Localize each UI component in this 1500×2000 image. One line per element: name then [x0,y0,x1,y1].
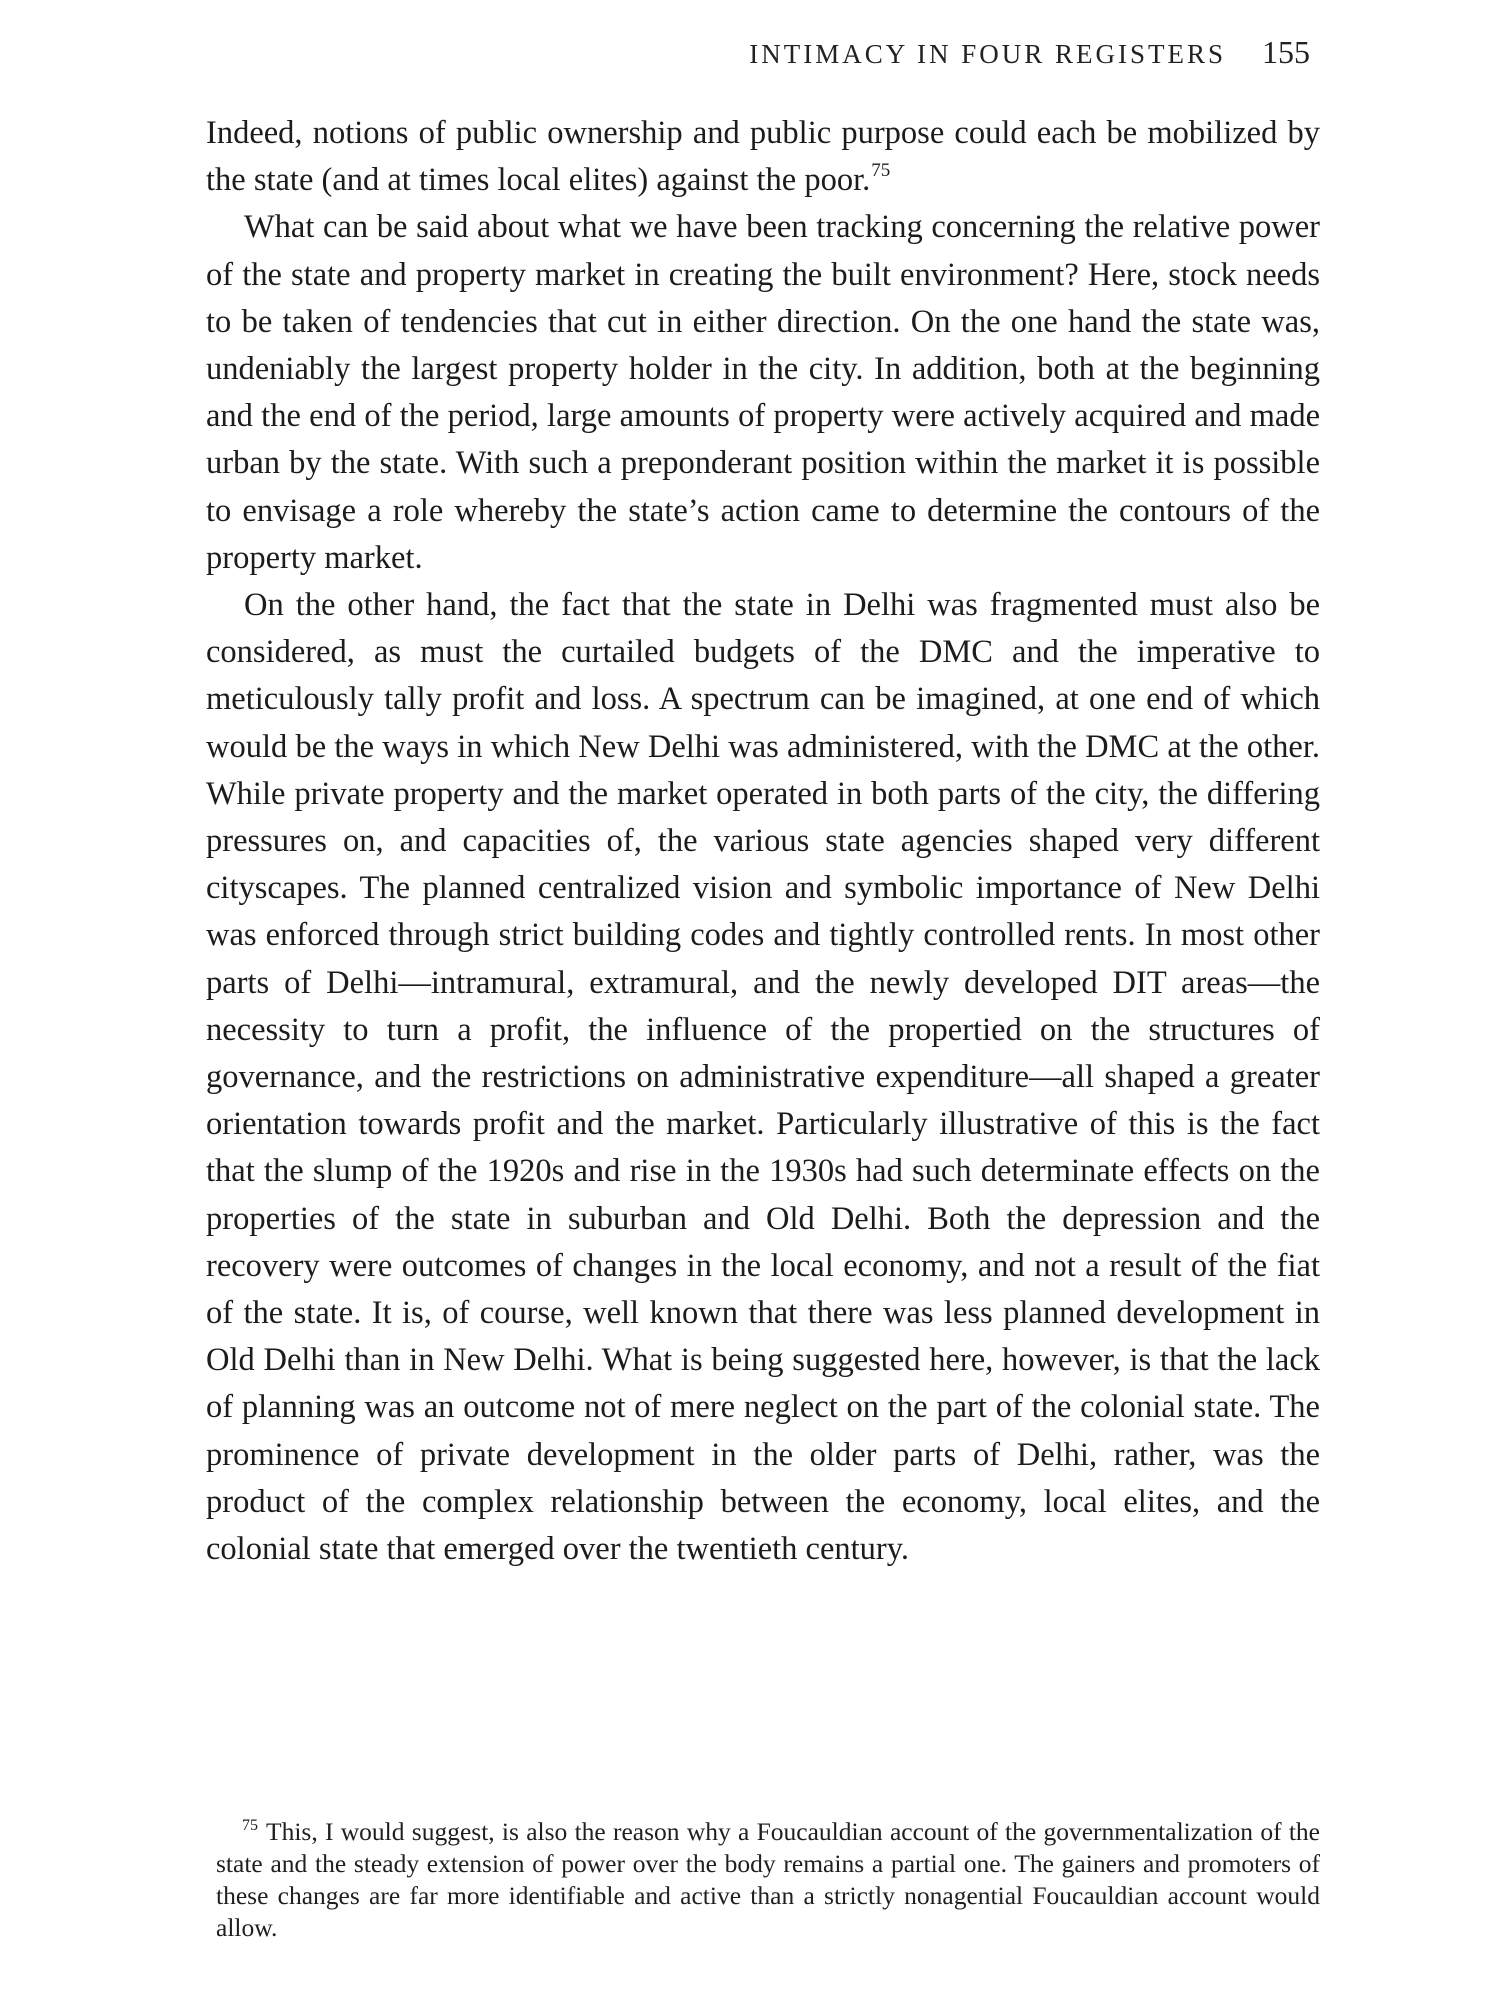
footnote-reference: 75 [871,160,891,182]
paragraph-1 [206,110,1320,204]
page-number: 155 [1262,34,1310,70]
running-header [749,34,1310,71]
running-title: INTIMACY IN FOUR REGISTERS [749,39,1226,69]
paragraph-3: On the other hand, the fact that the state in Delhi was fragmented must also be considered, as must the curtailed budgets of the DMC and the imperative to meticulously tally profit and loss. A spectrum can be imagined, at one end of which would be the ways in which New Delhi was administered, with the DMC at the other. While private property and the market operated in both parts of the city, the differing pressures on, and capacities of, the various state agencies shaped very different cityscapes. The planned centralized vision and symbolic importance of New Delhi was enforced through strict building codes and tightly controlled rents. In most other parts of Delhi—intramural, extramural, and the newly developed DIT areas—the necessity to turn a profit, the influence of the propertied on the structures of governance, and the restrictions on administrative expenditure—all shaped a greater orientation towards profit and the market. Particularly illustrative of this is the fact that the slump of the 1920s and rise in the 1930s had such determinate effects on the properties of the state in suburban and Old Delhi. Both the depression and the recovery were outcomes of changes in the local economy, and not a result of the fiat of the state. It is, of course, well known that there was less planned development in Old Delhi than in New Delhi. What is being suggested here, however, is that the lack of planning was an outcome not of mere neglect on the part of the colonial state. The prominence of private development in the older parts of Delhi, rather, was the product of the complex relationship between the economy, local elites, and the colonial state that emerged over the twentieth century. [206,587,1320,1568]
footnotes [216,1816,1320,1944]
footnote [216,1816,1320,1944]
main-text [206,110,1320,1573]
footnote-marker: 75 [242,1817,258,1834]
paragraph-2: What can be said about what we have been tracking concerning the relative power of the state and property market in creating the built environment? Here, stock needs to be taken of tendencies that cut in either direction. On the one hand the state was, undeniably the largest property holder in the city. In addition, both at the beginning and the end of the period, large amounts of property were actively acquired and made urban by the state. With such a preponderant position within the market it is possible to envisage a role whereby the state’s action came to determine the contours of the property market. [206,209,1320,576]
paragraph-1-text: Indeed, notions of public ownership and public purpose could each be mobilized by the state (and at times local elites) against the poor. [206,115,1320,199]
footnote-text: This, I would suggest, is also the reason why a Foucauldian account of the governmentalization of the state and the steady extension of power over the body remains a partial one. The gainers and promoters of these changes are far more identifiable and active than a strictly nonagential Foucauldian account would allow. [216,1817,1320,1942]
